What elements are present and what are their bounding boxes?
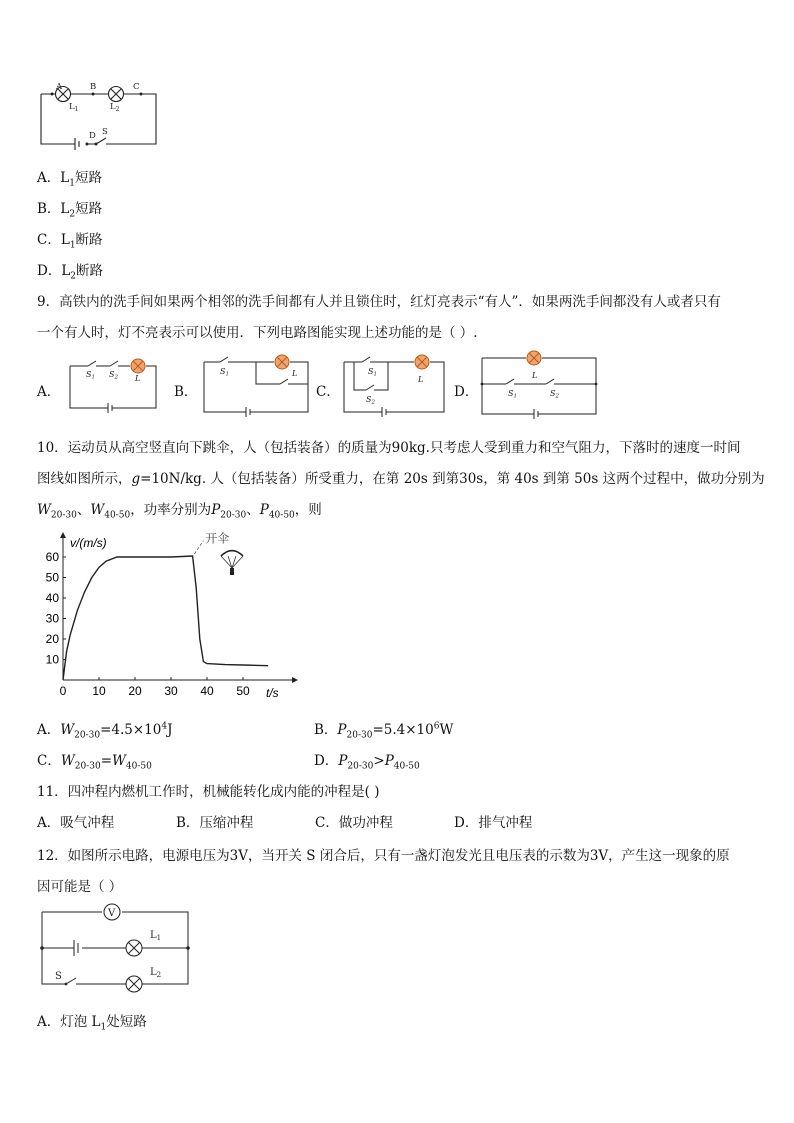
q12-question-line2: 因可能是（ ） [37,879,123,895]
label-c: C [133,82,140,92]
y-tick-label: 40 [45,591,59,605]
q9-circuit-d [480,346,600,418]
velocity-time-chart [30,530,300,705]
q8-option-d: D．$L_2$断路 [37,263,104,282]
q9-option-c-letter: C． [316,384,340,400]
q10-question-line1: 10．运动员从高空竖直向下跳伞，人（包括装备）的质量为90kg.只考虑人受到重力和空气阻力，下落时的速度一时间 [37,440,741,456]
y-axis-label: v/(m/s) [70,536,107,550]
q9-option-b-letter: B． [174,384,198,400]
q11-question: 11．四冲程内燃机工作时，机械能转化成内能的冲程是( ) [37,784,380,800]
q9-question-line1: 9．高铁内的洗手间如果两个相邻的洗手间都有人并且锁住时，红灯亮表示“有人”．如果两洗手间都没有人或者只有 [37,294,721,310]
x-tick-label: 10 [92,684,106,698]
label-b: B [90,82,97,92]
q8-option-a: A．$L_1$短路 [37,170,102,189]
q12-circuit-diagram [38,898,194,998]
x-tick-label: 0 [59,684,67,698]
q9-question-line2: 一个有人时，灯不亮表示可以使用．下列电路图能实现上述功能的是（ ）. [37,325,478,341]
svg-text:S: S [55,971,62,982]
q9-circuit-b [202,352,312,416]
velocity-curve [63,556,268,680]
q12-option-a: A．灯泡 $L_1$处短路 [37,1014,147,1033]
y-tick-label: 30 [45,611,59,626]
q9-circuit-a [68,352,160,412]
label-d: D [89,131,96,141]
svg-text:L2: $L_2$ [150,967,162,979]
svg-text:L: L [292,369,298,378]
q10-question-line3: $W_{20-30}$、$W_{40-50}$，功率分别为$P_{20-30}$、$P_{40-50}$，则 [37,502,322,521]
q10-option-a: A．$W_{20-30}=4.5\times 10^4J$ [37,721,173,741]
parachute-icon [221,551,243,576]
q11-option-a: A．吸气冲程 [37,815,115,831]
q10-question-line2: 图线如图所示，g=10N/kg. 人（包括装备）所受重力，在第 20s 到第30s，第 40s 到第 50s 这两个过程中，做功分别为 [37,471,765,487]
svg-text:S2: S2 [550,389,559,400]
q8-circuit-diagram [38,78,160,150]
label-l1: $L_1$ [69,102,79,113]
svg-text:L: L [135,374,141,383]
q9-circuit-c [342,352,448,416]
q8-option-b: B．$L_2$短路 [37,201,103,220]
q10-option-c: C．$W_{20-30}=W_{40-50}$ [37,753,152,772]
svg-text:V: V [108,908,116,919]
svg-text:L1: $L_1$ [150,930,162,942]
q10-option-b: B．$P_{20-30}=5.4\times 10^6W$ [314,721,454,741]
x-tick-label: 30 [164,684,178,698]
svg-text:S1: S1 [508,389,517,400]
label-l2: $L_2$ [110,102,120,113]
label-s: S [102,127,108,137]
q9-option-d-letter: D． [454,384,479,400]
svg-text:S1: S1 [220,367,229,378]
q11-option-c: C．做功冲程 [315,815,393,831]
q11-option-b: B．压缩冲程 [176,815,254,831]
y-tick-label: 50 [45,570,59,585]
q10-option-d: D．$P_{20-30}>P_{40-50}$ [314,753,420,772]
svg-text:L: L [532,371,538,380]
y-tick-label: 60 [45,550,59,564]
parachute-open-label: 开伞 [205,531,230,546]
x-tick-label: 20 [128,684,142,698]
x-tick-label: 50 [236,684,250,698]
svg-text:S2: S2 [366,395,375,406]
svg-text:S1: S1 [86,370,95,381]
x-axis-label: t/s [266,686,279,700]
x-tick-label: 40 [200,684,214,698]
q12-question-line1: 12．如图所示电路，电源电压为3V，当开关 S 闭合后，只有一盏灯泡发光且电压表的示数为3V，产生这一现象的原 [37,848,730,864]
parachute-open-line [194,541,203,554]
svg-text:L: L [418,375,424,384]
label-a: A [56,82,63,92]
y-tick-label: 10 [45,652,59,667]
svg-text:S2: S2 [109,370,118,381]
y-tick-label: 20 [45,632,59,646]
q8-option-c: C．$L_1$断路 [37,232,103,251]
q9-option-a-letter: A． [37,384,61,400]
q11-option-d: D．排气冲程 [454,815,533,831]
svg-text:S1: S1 [368,367,377,378]
